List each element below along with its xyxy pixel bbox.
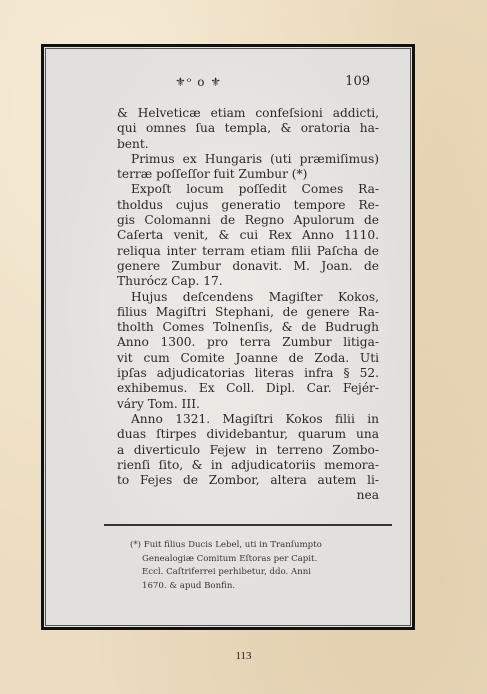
body-line: terræ poſſeſſor fuit Zumbur (*) — [117, 167, 308, 182]
body-text — [117, 106, 379, 504]
body-line: ipſas adjudicatorias literas infra § 52. — [117, 366, 379, 381]
running-head — [44, 74, 412, 92]
footnote-line: (*) Fuit filius Ducis Lebel, uti in Tranſumpto — [130, 540, 322, 550]
printed-page-number: 109 — [345, 74, 370, 89]
body-line: tholth Comes Tolnenſis, & de Budrugh — [117, 320, 379, 335]
document-page-number: 113 — [235, 650, 252, 662]
footnote-separator-rule — [104, 524, 392, 526]
body-line: gis Colomanni de Regno Apulorum de — [117, 213, 379, 228]
body-line: exhibemus. Ex Coll. Dipl. Car. Fejér- — [117, 381, 379, 396]
body-line: váry Tom. III. — [117, 396, 200, 411]
body-line: rienſi ſito, & in adjudicatoriis memora- — [117, 457, 379, 472]
body-line: Thurócz Cap. 17. — [117, 274, 223, 289]
footnote-line: Eccl. Caſtriferrei perhibetur, ddo. Anni — [142, 567, 312, 577]
body-line: genere Zumbur donavit. M. Joan. de — [117, 258, 379, 273]
body-line: a diverticulo Fejew in terreno Zombo- — [117, 442, 379, 457]
footnote-line: Genealogiæ Comitum Eſtoras per Capit. — [142, 553, 318, 564]
body-line: Expoſt locum poſſedit Comes Ra- — [131, 182, 379, 197]
body-line: vit cum Comite Joanne de Zoda. Uti — [117, 350, 379, 365]
body-line: reliqua inter terram etiam filii Paſcha de — [117, 243, 379, 258]
catchword: nea — [356, 488, 379, 503]
footnote — [130, 539, 370, 593]
body-line: & Helveticæ etiam confeſsioni addicti, — [117, 106, 379, 120]
body-line: Hujus deſcendens Magiſter Kokos, — [131, 289, 379, 304]
body-line: Anno 1300. pro terra Zumbur litiga- — [117, 335, 379, 350]
footnote-line: 1670. & apud Bonfin. — [142, 580, 236, 591]
body-line: Primus ex Hungaris (uti præmiſimus) — [131, 151, 379, 166]
body-line: filius Magiſtri Stephani, de genere Ra- — [117, 304, 379, 319]
body-line: qui omnes ſua templa, & oratoria ha- — [117, 121, 379, 136]
header-ornament: ⚜ᵒ o ⚜ — [175, 75, 222, 89]
body-line: Anno 1321. Magiſtri Kokos filii in — [131, 411, 379, 426]
scanned-page-frame — [41, 44, 415, 630]
body-line: to Fejes de Zombor, altera autem li- — [117, 473, 379, 488]
body-line: bent. — [117, 136, 149, 151]
body-line: duas ſtirpes dividebantur, quarum una — [117, 427, 379, 442]
body-line: Caſerta venit, & cui Rex Anno 1110. — [117, 228, 379, 243]
body-line: tholdus cujus generatio tempore Re- — [117, 197, 379, 212]
